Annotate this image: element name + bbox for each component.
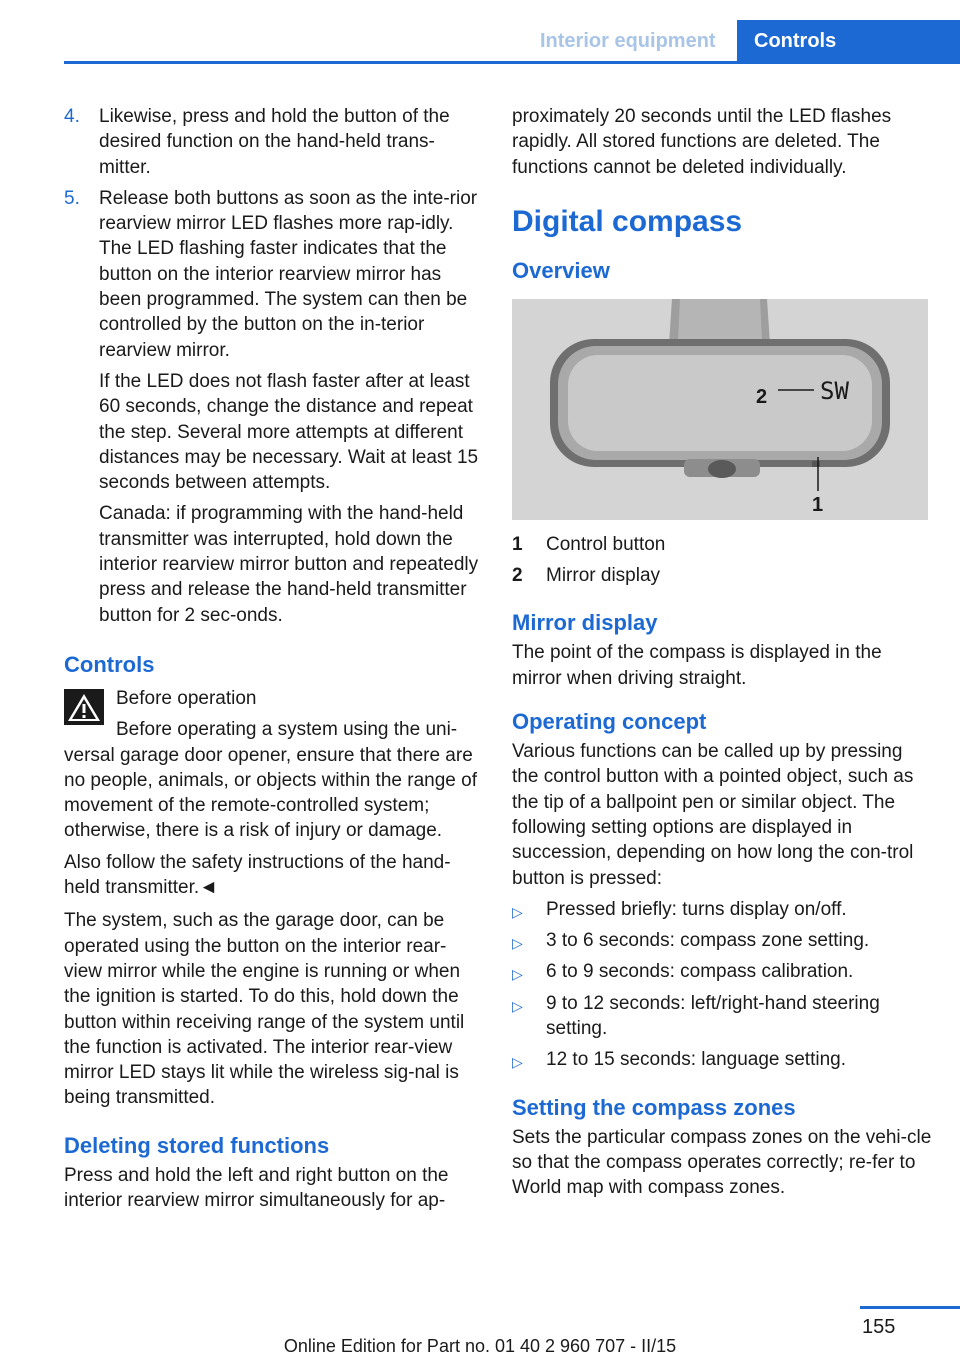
deleting-text-continued: proximately 20 seconds until the LED flashes rapidly. All stored functions are deleted. The functions cannot be deleted individually. — [512, 106, 892, 178]
mirror-illustration — [512, 299, 928, 520]
step-text: Release both buttons as soon as the inte-rior rearview mirror LED flashes more rap-idly. The LED flashing faster indicates that the button on the interior rearview mirror has been programmed. The system can then be controlled by the button on the in-terior rearview mirror. — [99, 187, 478, 361]
callout-1: 1 — [812, 493, 824, 516]
step-note: If the LED does not flash faster after at least 60 seconds, change the distance and repeat the step. Several more attempts at different distances may be necessary. Wait at least 15 seconds between attempts. — [99, 370, 479, 494]
mirror-figure — [512, 299, 928, 520]
list-item — [512, 1047, 932, 1072]
triangle-right-icon: ▷ — [512, 966, 523, 983]
warning-follow-text: Also follow the safety instructions of the hand-held transmitter.◄ — [64, 851, 451, 899]
edition-line: Online Edition for Part no. 01 40 2 960 707 - II/15 — [283, 1336, 677, 1356]
legend-label: Mirror display — [546, 565, 661, 587]
triangle-right-icon: ▷ — [512, 935, 523, 952]
list-item-text: 9 to 12 seconds: left/right-hand steering setting. — [546, 992, 880, 1040]
legend-item — [512, 563, 932, 588]
warning-block — [64, 686, 482, 743]
right-column — [512, 104, 932, 1201]
warning-title: Before operation — [116, 687, 257, 709]
list-item-text: 6 to 9 seconds: compass calibration. — [546, 961, 854, 983]
warning-triangle-icon — [64, 689, 104, 725]
warning-text — [64, 743, 482, 844]
overview-heading: Overview — [512, 257, 610, 283]
step-item — [64, 186, 482, 363]
step-number: 4. — [64, 106, 80, 127]
mirror-display-heading: Mirror display — [512, 610, 658, 636]
warning-text-start: Before operating a system using the uni- — [116, 719, 458, 741]
header-rule — [64, 61, 960, 64]
legend-label: Control button — [546, 533, 666, 555]
list-item — [512, 897, 932, 922]
legend-item — [512, 532, 932, 557]
step-text: Likewise, press and hold the button of the desired function on the hand-held trans-mitter. — [99, 106, 450, 178]
list-item-text: Pressed briefly: turns display on/off. — [546, 898, 847, 920]
triangle-right-icon: ▷ — [512, 903, 523, 920]
legend-number: 1 — [512, 533, 523, 555]
header-section-title: Interior equipment — [540, 30, 716, 52]
step-item — [64, 104, 482, 180]
triangle-right-icon: ▷ — [512, 1054, 523, 1071]
header-chapter-label: Controls — [754, 30, 837, 52]
warning-text-rest: versal garage door opener, ensure that there are no people, animals, or objects within the range of movement of the remote-controlled system; otherwise, there is a risk of injury or damage. — [64, 744, 477, 842]
page-number: 155 — [862, 1316, 896, 1338]
compass-heading: Digital compass — [512, 204, 743, 238]
step-note: Canada: if programming with the hand-held transmitter was interrupted, hold down the interior rearview mirror button and repeatedly press and release the hand-held transmitter button for 2 sec-onds. — [99, 503, 479, 626]
triangle-right-icon: ▷ — [512, 997, 523, 1014]
operation-text: The system, such as the garage door, can be operated using the button on the interior rear-view mirror while the engine is running or when the ignition is started. To do this, hold down the button within receiving range of the system until the function is activated. The interior rear-view mirror LED stays lit while the wireless sig-nal is being transmitted. — [64, 910, 465, 1109]
list-item — [512, 928, 932, 953]
legend-number: 2 — [512, 565, 523, 587]
mirror-compass-readout: SW — [820, 376, 849, 405]
list-item-text: 3 to 6 seconds: compass zone setting. — [546, 930, 870, 952]
compass-zones-heading: Setting the compass zones — [512, 1094, 796, 1120]
header-chapter-tab — [737, 20, 960, 61]
compass-zones-text: Sets the particular compass zones on the vehi-cle so that the compass operates correctly; re-fer to World map with compass zones. — [512, 1126, 932, 1199]
callout-2: 2 — [756, 385, 768, 408]
footer-rule — [860, 1306, 960, 1309]
left-column — [64, 104, 482, 1213]
list-item — [512, 991, 932, 1042]
operating-concept-text: Various functions can be called up by pressing the control button with a pointed object, such as the tip of a ballpoint pen or similar object. The following setting options are displayed in succession, depending on how long the con-trol button is pressed: — [512, 741, 914, 889]
deleting-text: Press and hold the left and right button on the interior rearview mirror simultaneously for ap- — [64, 1164, 449, 1211]
warning-lead — [116, 717, 482, 742]
setting-options-list — [512, 897, 932, 1073]
list-item — [512, 959, 932, 984]
page-header — [0, 0, 960, 64]
mirror-display-text: The point of the compass is displayed in the mirror when driving straight. — [512, 642, 882, 689]
controls-heading: Controls — [64, 651, 155, 677]
step-number: 5. — [64, 187, 80, 209]
operating-concept-heading: Operating concept — [512, 709, 707, 735]
deleting-heading: Deleting stored functions — [64, 1132, 330, 1158]
list-item-text: 12 to 15 seconds: language setting. — [546, 1049, 847, 1071]
